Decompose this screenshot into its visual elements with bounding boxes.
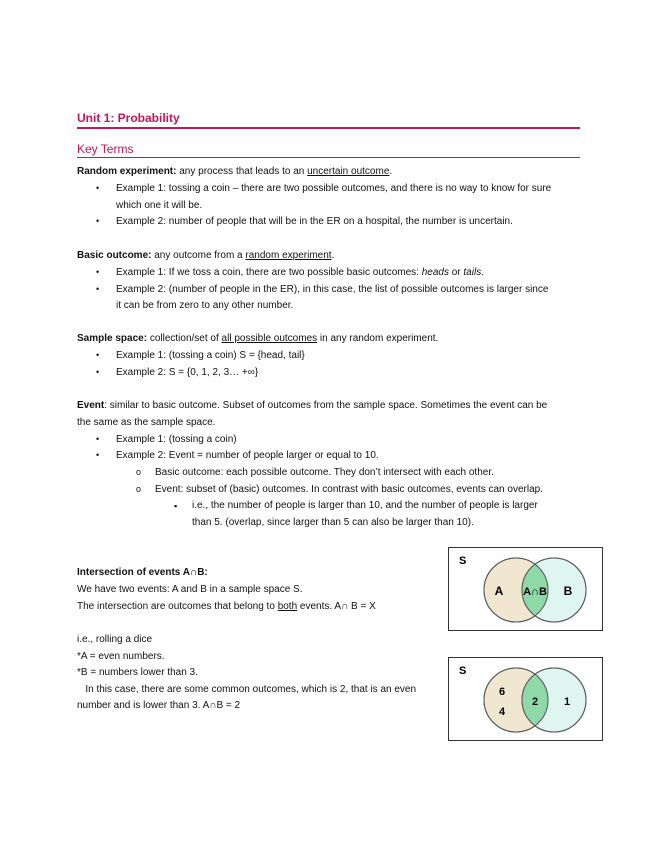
bullet-icon: • [96,450,100,460]
bullet-icon: • [96,216,100,226]
bullet-icon: • [96,434,100,444]
list-item: Event: subset of (basic) outcomes. In contrast with basic outcomes, events can overlap. [155,484,543,495]
basic-outcome-definition: Basic outcome: any outcome from a random experiment. [77,250,335,261]
list-item: Example 1: If we toss a coin, there are two possible basic outcomes: heads or tails. [116,267,484,278]
space-label: S [459,665,467,677]
example-text: *A = even numbers. [77,651,165,662]
intersection-text: The intersection are outcomes that belong to both events. A∩ B = X [77,601,376,612]
intersection-label: A∩B [523,586,547,598]
set-b-label: B [563,584,573,598]
bullet-icon: • [96,267,100,277]
venn-diagram-letters [448,547,603,631]
sample-space-definition: Sample space: collection/set of all possible outcomes in any random experiment. [77,333,439,344]
list-item: which one it will be. [116,200,203,211]
square-bullet-icon: ▪ [174,501,178,511]
title-rule [77,127,580,129]
example-text: *B = numbers lower than 3. [77,667,198,678]
event-definition: Event: similar to basic outcome. Subset of outcomes from the sample space. Sometimes the event can be [77,400,548,411]
list-item: Example 2: Event = number of people larger or equal to 10. [116,450,379,461]
section-rule [77,157,580,158]
list-item: Example 2: number of people that will be in the ER on a hospital, the number is uncertain. [116,216,513,227]
set-a-label: A [494,584,504,598]
bullet-icon: • [96,367,100,377]
page-title: Unit 1: Probability [77,111,180,125]
list-item: Example 1: tossing a coin – there are two possible outcomes, and there is no way to know for sure [116,183,552,194]
set-b-value: 1 [563,696,571,708]
list-item: Example 2: S = {0, 1, 2, 3… +∞} [116,367,259,378]
circle-bullet-icon: o [136,484,142,494]
venn-diagram-dice [448,657,603,741]
bullet-icon: • [96,183,100,193]
circle-bullet-icon: o [136,467,142,477]
list-item: than 5. (overlap, since larger than 5 can also be larger than 10). [192,517,474,528]
section-heading: Key Terms [77,142,134,156]
example-text: number and is lower than 3. A∩B = 2 [77,700,241,711]
list-item: Example 1: (tossing a coin) S = {head, tail} [116,350,305,361]
list-item: it can be from zero to any other number. [116,300,294,311]
example-text: In this case, there are some common outcomes, which is 2, that is an even [77,684,417,695]
list-item: Example 1: (tossing a coin) [116,434,237,445]
set-a-value: 6 [498,686,506,698]
intersection-value: 2 [531,696,539,708]
intersection-text: We have two events: A and B in a sample space S. [77,584,303,595]
list-item: Example 2: (number of people in the ER), in this case, the list of possible outcomes is larger since [116,284,549,295]
intersection-heading: Intersection of events A∩B: [77,567,208,578]
event-definition-cont: the same as the sample space. [77,417,216,428]
random-experiment-definition: Random experiment: any process that leads to an uncertain outcome. [77,166,393,177]
list-item: Basic outcome: each possible outcome. They don’t intersect with each other. [155,467,494,478]
set-a-value: 4 [498,706,506,718]
space-label: S [459,555,467,567]
bullet-icon: • [96,350,100,360]
list-item: i.e., the number of people is larger than 10, and the number of people is larger [192,500,538,511]
example-text: i.e., rolling a dice [77,634,153,645]
bullet-icon: • [96,284,100,294]
